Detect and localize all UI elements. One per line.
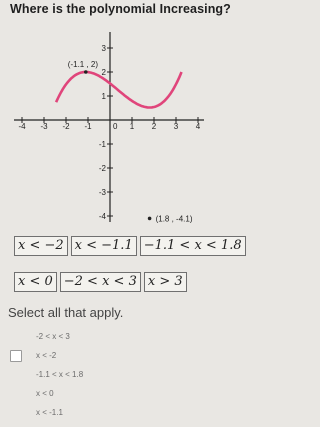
x-tick-label: 0 [113, 122, 118, 131]
x-tick-label: -3 [40, 122, 48, 131]
x-tick-label: 4 [195, 122, 201, 131]
choice-x-lt-0[interactable]: x < 0 [14, 272, 57, 292]
choice-x-gt-3[interactable]: x > 3 [144, 272, 187, 292]
choice-neg2-to-3[interactable]: −2 < x < 3 [60, 272, 141, 292]
y-tick-label: -3 [98, 188, 106, 197]
choice-x-lt-neg1-1[interactable]: x < −1.1 [71, 236, 137, 256]
option-label: x < -2 [36, 351, 57, 360]
y-tick-label: -4 [98, 212, 106, 221]
choice-row-2 [14, 272, 187, 292]
x-tick-label: -4 [18, 122, 26, 131]
choice-x-lt-neg2[interactable]: x < −2 [14, 236, 68, 256]
min-point-label: (1.8 , -4.1) [155, 214, 193, 224]
option-neg2-to-3[interactable] [10, 327, 260, 346]
option-label: x < -1.1 [36, 408, 63, 417]
x-tick-label: -1 [84, 122, 92, 131]
instruction-text: Select all that apply. [8, 305, 124, 320]
max-point-label: (-1.1 , 2) [67, 60, 99, 69]
option-x-lt-0[interactable] [10, 384, 260, 403]
option-neg1-1-to-1-8[interactable] [10, 365, 260, 384]
x-tick-label: 3 [173, 122, 179, 131]
x-tick-label: -2 [62, 122, 70, 131]
key-point [148, 217, 152, 221]
checkbox[interactable] [10, 350, 22, 362]
key-point [84, 70, 88, 74]
option-label: x < 0 [36, 389, 54, 398]
polynomial-graph [0, 22, 272, 227]
question-title: Where is the polynomial Increasing? [10, 2, 231, 16]
y-tick-label: 3 [101, 44, 106, 53]
choice-neg1-1-to-1-8[interactable]: −1.1 < x < 1.8 [140, 236, 246, 256]
option-x-lt-neg1-1[interactable] [10, 403, 260, 422]
x-tick-label: 2 [151, 122, 157, 131]
y-tick-label: 2 [101, 68, 106, 77]
answer-options [10, 327, 260, 422]
choice-row-1 [14, 236, 246, 256]
y-tick-label: 1 [101, 92, 106, 101]
option-label: -2 < x < 3 [36, 332, 70, 341]
option-x-lt-neg2[interactable] [10, 346, 260, 365]
option-label: -1.1 < x < 1.8 [36, 370, 84, 379]
polynomial-curve [56, 72, 181, 108]
y-tick-label: -1 [98, 140, 106, 149]
y-tick-label: -2 [98, 164, 106, 173]
x-tick-label: 1 [129, 122, 135, 131]
